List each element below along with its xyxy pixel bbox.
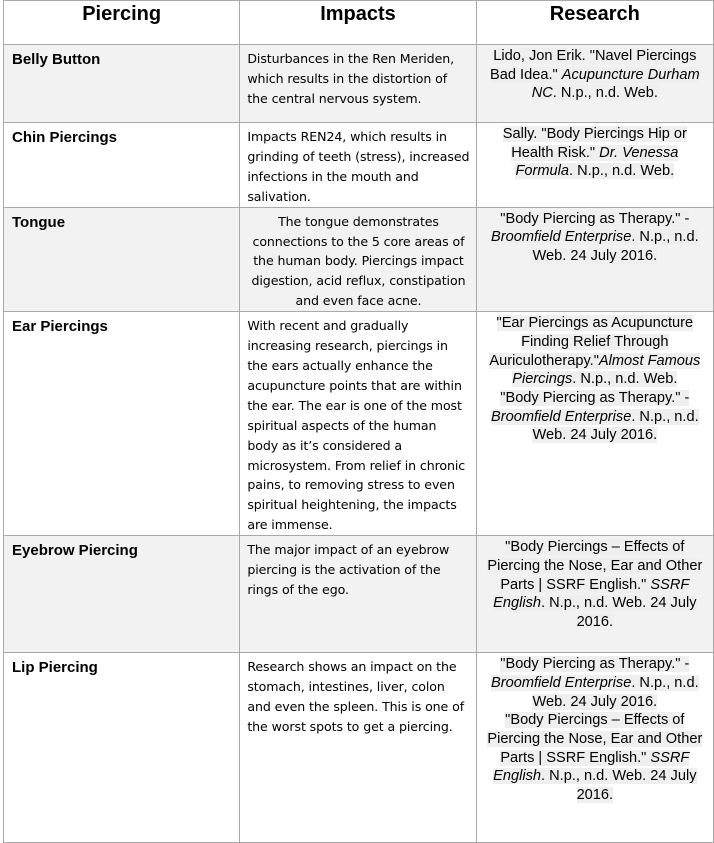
citation-part: "Body Piercing as Therapy." -	[500, 656, 690, 673]
citation-part: . N.p., n.d. Web.	[572, 371, 678, 388]
impacts-cell: With recent and gradually increasing research, piercings in the ears actually enhance the acupuncture points that are within the ear. The ear is one of the most spiritual aspects of the human body as it’s considered a microsystem. From relief in chronic pains, to removing stress to even spiritual heightening, the impacts are immense.	[240, 312, 476, 536]
citation-part: . N.p., n.d. Web. 24 July 2016.	[532, 408, 699, 444]
citation-text	[487, 539, 702, 630]
piercing-table	[3, 0, 714, 843]
piercing-cell: Ear Piercings	[4, 312, 240, 536]
table-row	[4, 536, 714, 653]
citation-part: . N.p., n.d. Web.	[569, 163, 675, 180]
citation-source: Broomfield Enterprise	[491, 408, 632, 425]
citation-source: Almost Famous Piercings	[512, 352, 701, 388]
table-row	[4, 45, 714, 123]
research-cell	[476, 207, 713, 312]
citation-text	[490, 48, 700, 101]
citation-part: "Body Piercings – Effects of Piercing the Nose, Ear and Other Parts | SSRF English."	[487, 539, 703, 593]
citation-part: "Body Piercing as Therapy." -	[500, 389, 690, 406]
citation-source: Dr. Venessa Formula	[515, 144, 679, 180]
research-cell	[476, 536, 713, 653]
citation-source: Acupuncture Durham NC	[531, 66, 700, 102]
impacts-cell: Impacts REN24, which results in grinding of teeth (stress), increased infections in the mouth and salivation.	[240, 123, 476, 208]
research-cell	[476, 45, 713, 123]
citation-part: . N.p., n.d. Web. 24 July 2016.	[532, 229, 699, 265]
citation-part: Sally. "Body Piercings Hip or Health Risk."	[502, 126, 687, 161]
table-row	[4, 207, 714, 312]
header-piercing: Piercing	[4, 1, 240, 45]
citation-part: . N.p., n.d. Web. 24 July 2016.	[541, 768, 697, 804]
impacts-cell: Disturbances in the Ren Meriden, which results in the distortion of the central nervous system.	[240, 45, 476, 123]
piercing-cell: Eyebrow Piercing	[4, 536, 240, 653]
table-row	[4, 312, 714, 536]
citation-source: SSRF English	[493, 576, 690, 612]
citation-source: SSRF English	[493, 749, 690, 785]
piercing-cell: Chin Piercings	[4, 123, 240, 208]
piercing-cell: Lip Piercing	[4, 653, 240, 843]
table-row	[4, 123, 714, 208]
header-impacts: Impacts	[240, 1, 476, 45]
impacts-cell: Research shows an impact on the stomach, intestines, liver, colon and even the spleen. This is one of the worst spots to get a piercing.	[240, 653, 476, 843]
impacts-cell: The major impact of an eyebrow piercing is the activation of the rings of the ego.	[240, 536, 476, 653]
research-cell	[476, 653, 713, 843]
citation-part: Lido, Jon Erik. "Navel Piercings Bad Idea."	[490, 48, 697, 83]
piercing-cell: Belly Button	[4, 45, 240, 123]
piercing-cell: Tongue	[4, 207, 240, 312]
header-research: Research	[476, 1, 713, 45]
citation-text	[487, 656, 702, 803]
header-row	[4, 1, 714, 45]
impacts-cell: The tongue demonstrates connections to the 5 core areas of the human body. Piercings impact digestion, acid reflux, constipation and even face acne.	[240, 207, 476, 312]
citation-part: . N.p., n.d. Web. 24 July 2016.	[541, 595, 697, 630]
citation-part: . N.p., n.d. Web. 24 July 2016.	[532, 674, 699, 710]
citation-text	[503, 126, 687, 179]
table-row	[4, 653, 714, 843]
citation-part: "Ear Piercings as Acupuncture Finding Relief Through Auriculotherapy."	[489, 315, 694, 369]
citation-source: Broomfield Enterprise	[491, 674, 632, 691]
citation-text	[491, 211, 699, 264]
research-cell	[476, 312, 713, 536]
citation-text	[489, 315, 700, 443]
citation-part: "Body Piercings – Effects of Piercing the Nose, Ear and Other Parts | SSRF English."	[487, 712, 703, 766]
citation-part: "Body Piercing as Therapy." -	[500, 210, 690, 227]
citation-part: . N.p., n.d. Web.	[552, 85, 658, 102]
citation-source: Broomfield Enterprise	[491, 229, 632, 246]
research-cell	[476, 123, 713, 208]
